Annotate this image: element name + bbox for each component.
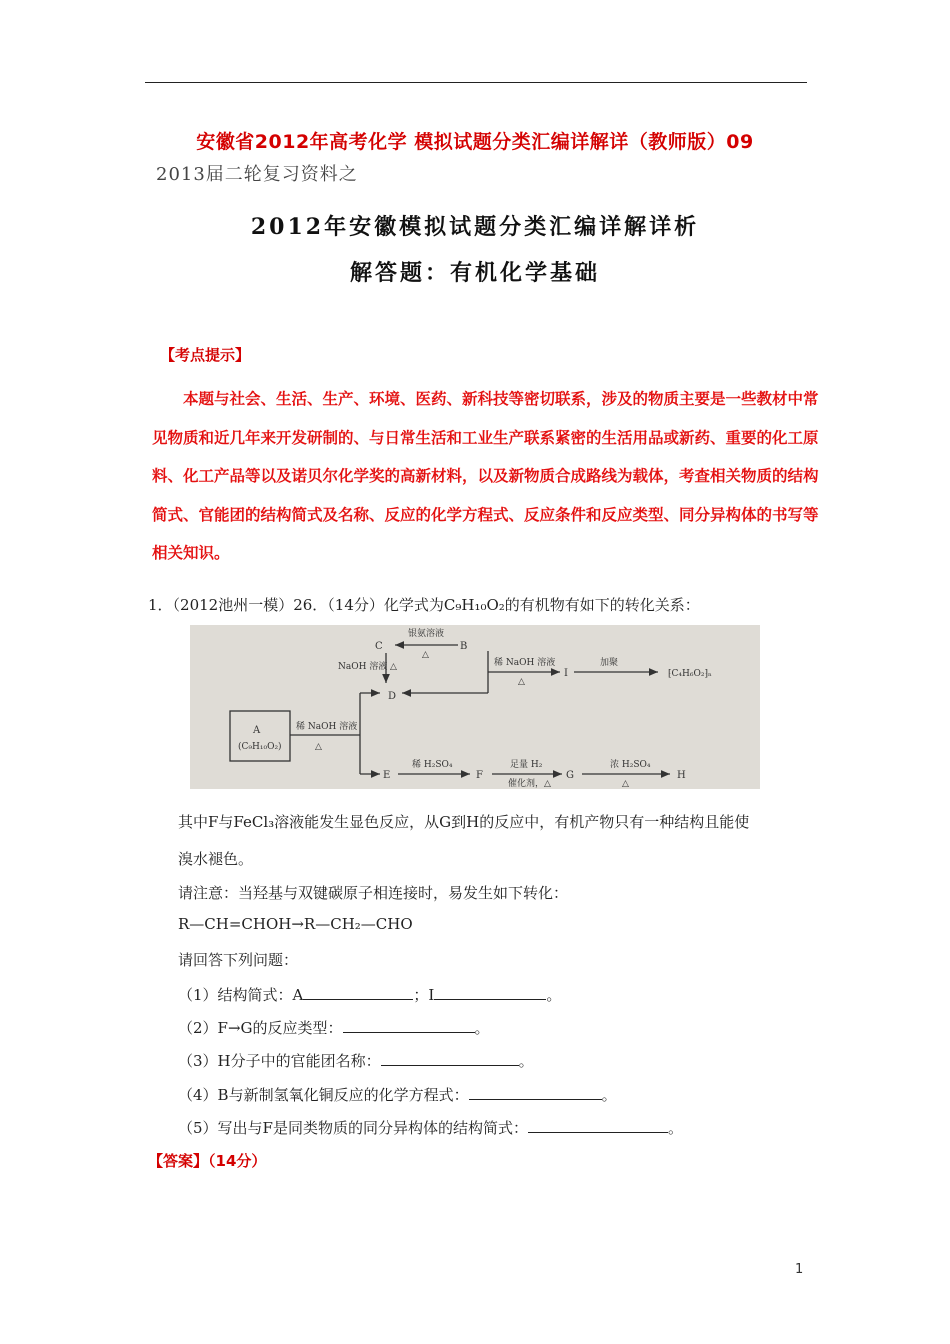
fig-node-g: G [566,770,574,781]
fig-node-b: B [460,641,468,652]
scan-sub-title: 解答题：有机化学基础 [349,260,600,286]
sub-question-1-text-a: （1）结构简式：A [178,986,304,1004]
page-number: 1 [795,1262,804,1277]
tips-body: 本题与社会、生活、生产、环境、医药、新科技等密切联系，涉及的物质主要是一些教材中常见物质和近几年来开发研制的、与日常生活和工业生产联系紧密的生活用品或新药、重要的化工原料、化工产品等以及诺贝尔化学奖的高新材料，以及新物质合成路线为载体，考查相关物质的结构简式、官能团的结构简式及名称、反应的化学方程式、反应条件和反应类型、同分异构体的书写等相关知识。 [152,390,819,562]
fig-reagent-conc-h2so4: 浓 H₂SO₄ [610,760,651,770]
fig-heat-5: △ [622,779,629,789]
fig-heat-4: △ [518,677,525,687]
question-prompt: 请回答下列问题： [178,951,299,969]
fig-reagent-h2so4: 稀 H₂SO₄ [412,760,453,770]
fig-node-h: H [677,770,686,781]
sub-question-4-text: （4）B与新制氢氧化铜反应的化学方程式： [178,1086,469,1104]
sub-question-5 [178,1117,683,1138]
fig-node-i: I [564,668,568,679]
tips-heading: 【考点提示】 [160,346,251,364]
fig-heat-3: △ [390,662,397,672]
sub-question-2 [178,1017,490,1038]
fig-node-e: E [383,770,391,781]
sub-question-5-end: 。 [667,1119,683,1137]
answer-label: 【答案】 [148,1152,209,1170]
fig-reagent-silver: 银氨溶液 [408,629,445,639]
question-condition-line2: 溴水褪色。 [178,850,254,868]
fig-node-f: F [476,770,483,781]
fig-node-c: C [375,641,383,652]
sub-question-3 [178,1050,534,1071]
fig-reagent-h2: 足量 H₂ [510,760,543,770]
sub-question-3-text: （3）H分子中的官能团名称： [178,1052,381,1070]
fig-box-formula: (C₉H₁₀O₂) [238,742,282,752]
answer-score: （14分） [208,1152,267,1170]
reaction-scheme-figure [190,625,760,789]
question-stem: 1．（2012池州一模）26．（14分）化学式为C₉H₁₀O₂的有机物有如下的转化关系： [148,596,700,614]
question-condition-line1: 其中F与FeCl₃溶液能发生显色反应，从G到H的反应中，有机产物只有一种结构且能使 [178,813,750,831]
fig-box-label: A [253,725,261,736]
fig-node-d: D [388,691,397,702]
series-caption: 2013届二轮复习资料之 [156,164,358,185]
fig-reagent-naoh-2: 稀 NaOH 溶液 [494,658,556,668]
sub-question-4-end: 。 [601,1086,617,1104]
sub-question-4 [178,1084,617,1105]
question-note: 请注意：当羟基与双键碳原子相连接时，易发生如下转化： [178,884,569,902]
reaction-scheme-svg [190,625,760,789]
sub-question-5-text: （5）写出与F是同类物质的同分异构体的结构简式： [178,1119,528,1137]
fig-reagent-naoh-solution: NaOH 溶液 [338,662,388,672]
header-rule [145,82,807,83]
fig-heat-2: △ [422,650,429,660]
answer-heading [148,1150,266,1171]
sub-question-1-text-c: 。 [546,986,562,1004]
answer-blank-i[interactable] [434,985,546,1000]
answer-blank-isomer[interactable] [528,1118,668,1133]
fig-polymer: ⁅C₄H₆O₂⁆ₙ [668,669,712,679]
compound-a-box [230,711,290,761]
sub-question-1 [178,984,561,1005]
sub-question-2-end: 。 [474,1019,490,1037]
fig-heat-1: △ [315,742,322,752]
sub-question-2-text: （2）F→G的反应类型： [178,1019,343,1037]
document-title: 安徽省2012年高考化学 模拟试题分类汇编详解详（教师版）09 [196,131,754,153]
fig-reagent-catalyst: 催化剂，△ [508,779,551,789]
sub-question-1-text-b: ；I [413,986,435,1004]
answer-blank-a[interactable] [303,985,413,1000]
answer-blank-reaction-type[interactable] [343,1018,475,1033]
fig-reagent-naoh: 稀 NaOH 溶液 [296,722,358,732]
fig-reagent-polymerize: 加聚 [600,658,619,668]
answer-blank-functional-group[interactable] [381,1051,519,1066]
question-equation: R—CH=CHOH→R—CH₂—CHO [178,915,413,933]
answer-blank-equation[interactable] [469,1085,602,1100]
sub-question-3-end: 。 [518,1052,534,1070]
scan-main-title: 2012年安徽模拟试题分类汇编详解详析 [250,214,700,240]
